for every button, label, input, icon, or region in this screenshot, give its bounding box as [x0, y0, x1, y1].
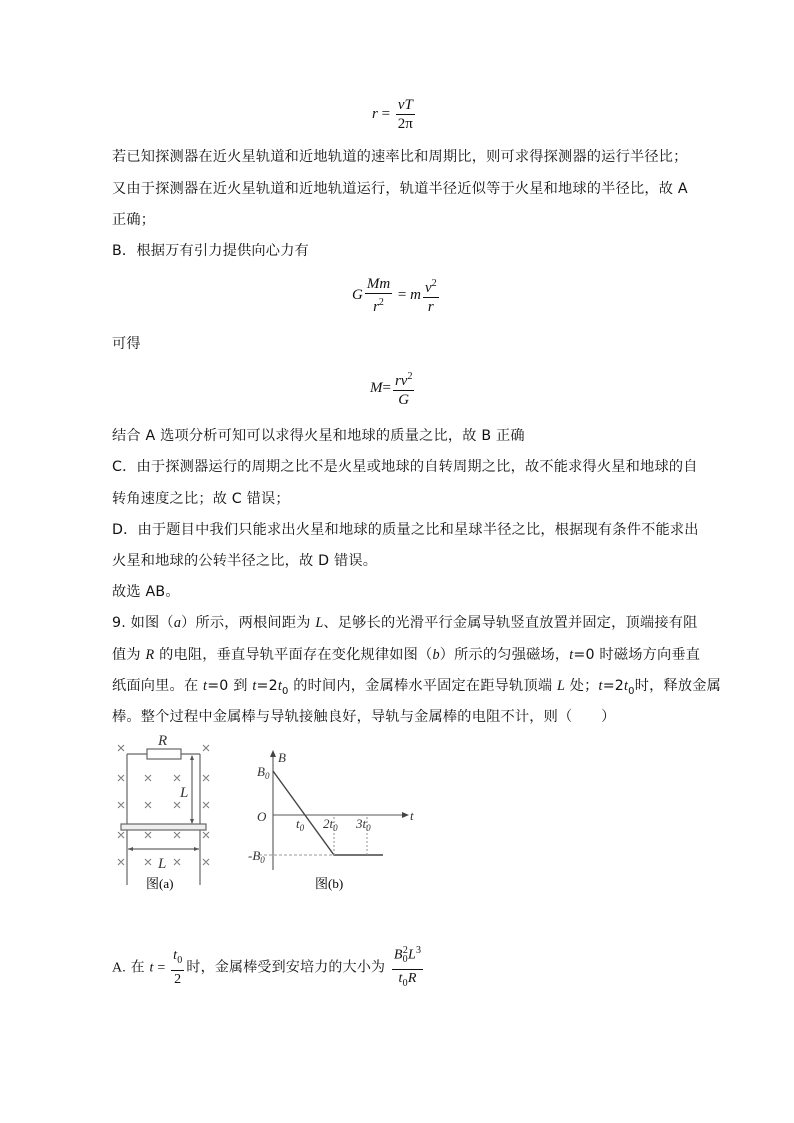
eq-denominator: r [373, 299, 379, 315]
tick-neg-B0: $-B_0$ [248, 848, 265, 865]
text-line: 结合 A 选项分析可知可以求得火星和地球的质量之比，故 B 正确 [112, 428, 525, 444]
option-text: 在 [130, 959, 150, 976]
tick-t0: $t_0$ [296, 816, 305, 833]
eq-denominator: r [427, 299, 434, 315]
y-axis-arrow [270, 750, 276, 757]
text-line: 转角速度之比；故 C 错误； [112, 491, 290, 507]
resistor [147, 749, 181, 759]
eq-symbol: M [370, 379, 383, 396]
figure-a-circuit [110, 735, 220, 895]
eq-numerator: rv [394, 373, 408, 389]
eq-exponent: 2 [407, 371, 413, 382]
eq-denominator: G [398, 392, 410, 408]
eq-symbol: r [372, 105, 378, 122]
fraction: $\frac{B_0^2L^3}{t_0R}$ [392, 942, 423, 993]
equation-gravity: G $\frac{Mm}{r^2}$ = m $\frac{v^2}{r}$ [352, 276, 437, 315]
fraction [423, 275, 439, 316]
eq-denominator: 2π [397, 116, 413, 132]
text-line: D．由于题目中我们只能求出火星和地球的质量之比和星球半径之比，根据现有条件不能求出 [112, 522, 699, 538]
eq-numerator: vT [397, 97, 413, 113]
option-a: A. 在 t = $\frac{t_0}{2}$ 时，金属棒受到安培力的大小为 $\frac{B_0^2L^3}{t_0R}$ [112, 942, 425, 993]
option-text: 时，金属棒受到安培力的大小为 [186, 959, 390, 976]
metal-rod [121, 824, 206, 830]
text-line: 又由于探测器在近火星轨道和近地轨道运行，轨道半径近似等于火星和地球的半径比，故 A [112, 181, 688, 197]
label-L-horizontal: L [158, 856, 167, 872]
equation-mass: M= $\frac{rv^2}{G}$ [370, 368, 416, 409]
eq-symbol: G [352, 286, 363, 303]
tick-2t0: $2t_0$ [323, 816, 338, 833]
answer-line: 故选 AB。 [112, 584, 180, 600]
eq-exponent: 2 [431, 278, 437, 289]
text-line: 若已知探测器在近火星轨道和近地轨道的速率比和周期比，则可求得探测器的运行半径比； [112, 149, 688, 165]
x-axis-arrow [402, 812, 409, 818]
equation-radius: r = $\frac{vT}{2\pi}$ [372, 97, 413, 132]
question-line: 棒。整个过程中金属棒与导轨接触良好，导轨与金属棒的电阻不计，则（ ） [112, 709, 616, 725]
fraction [396, 96, 415, 133]
eq-numerator: v [424, 280, 432, 296]
option-label: A. [112, 960, 127, 976]
tick-B0: $B_0$ [257, 764, 270, 781]
tick-3t0: $3t_0$ [356, 816, 371, 833]
eq-exponent: 2 [378, 297, 384, 308]
figure-b-graph [245, 740, 425, 895]
eq-symbol: m [410, 286, 421, 303]
magnetic-field-crosses [118, 745, 209, 865]
question-line: 9. 如图（a）所示，两根间距为 L、足够长的光滑平行金属导轨竖直放置并固定，顶端接有阻 [112, 615, 698, 631]
origin-O: O [257, 809, 267, 824]
axis-label-B: B [278, 750, 286, 765]
text-line: C．由于探测器运行的周期之比不是火星或地球的自转周期之比，故不能求得火星和地球的自 [112, 459, 698, 475]
fraction [365, 275, 392, 316]
fraction [393, 368, 415, 409]
axis-label-t: t [410, 808, 414, 823]
text-line: 正确； [112, 212, 156, 228]
figure-a-caption: 图(a) [146, 876, 174, 891]
text-line: B．根据万有引力提供向心力有 [112, 243, 309, 259]
fraction: $\frac{t_0}{2}$ [173, 947, 183, 987]
label-R: R [158, 735, 168, 749]
eq-numerator: Mm [366, 276, 391, 292]
question-line: 值为 R 的电阻，垂直导轨平面存在变化规律如图（b）所示的匀强磁场，t=0 时磁场方向垂直 [112, 647, 701, 663]
text-line: 火星和地球的公转半径之比，故 D 错误。 [112, 553, 378, 569]
question-line: 纸面向里。在 t=0 到 $t=2t_0$ 的时间内，金属棒水平固定在距导轨顶端 L 处；$t=2t_0$时，释放金属 [112, 678, 722, 697]
text-line: 可得 [112, 336, 141, 352]
figure-b-caption: 图(b) [315, 876, 344, 891]
label-L-vertical: L [180, 785, 189, 801]
